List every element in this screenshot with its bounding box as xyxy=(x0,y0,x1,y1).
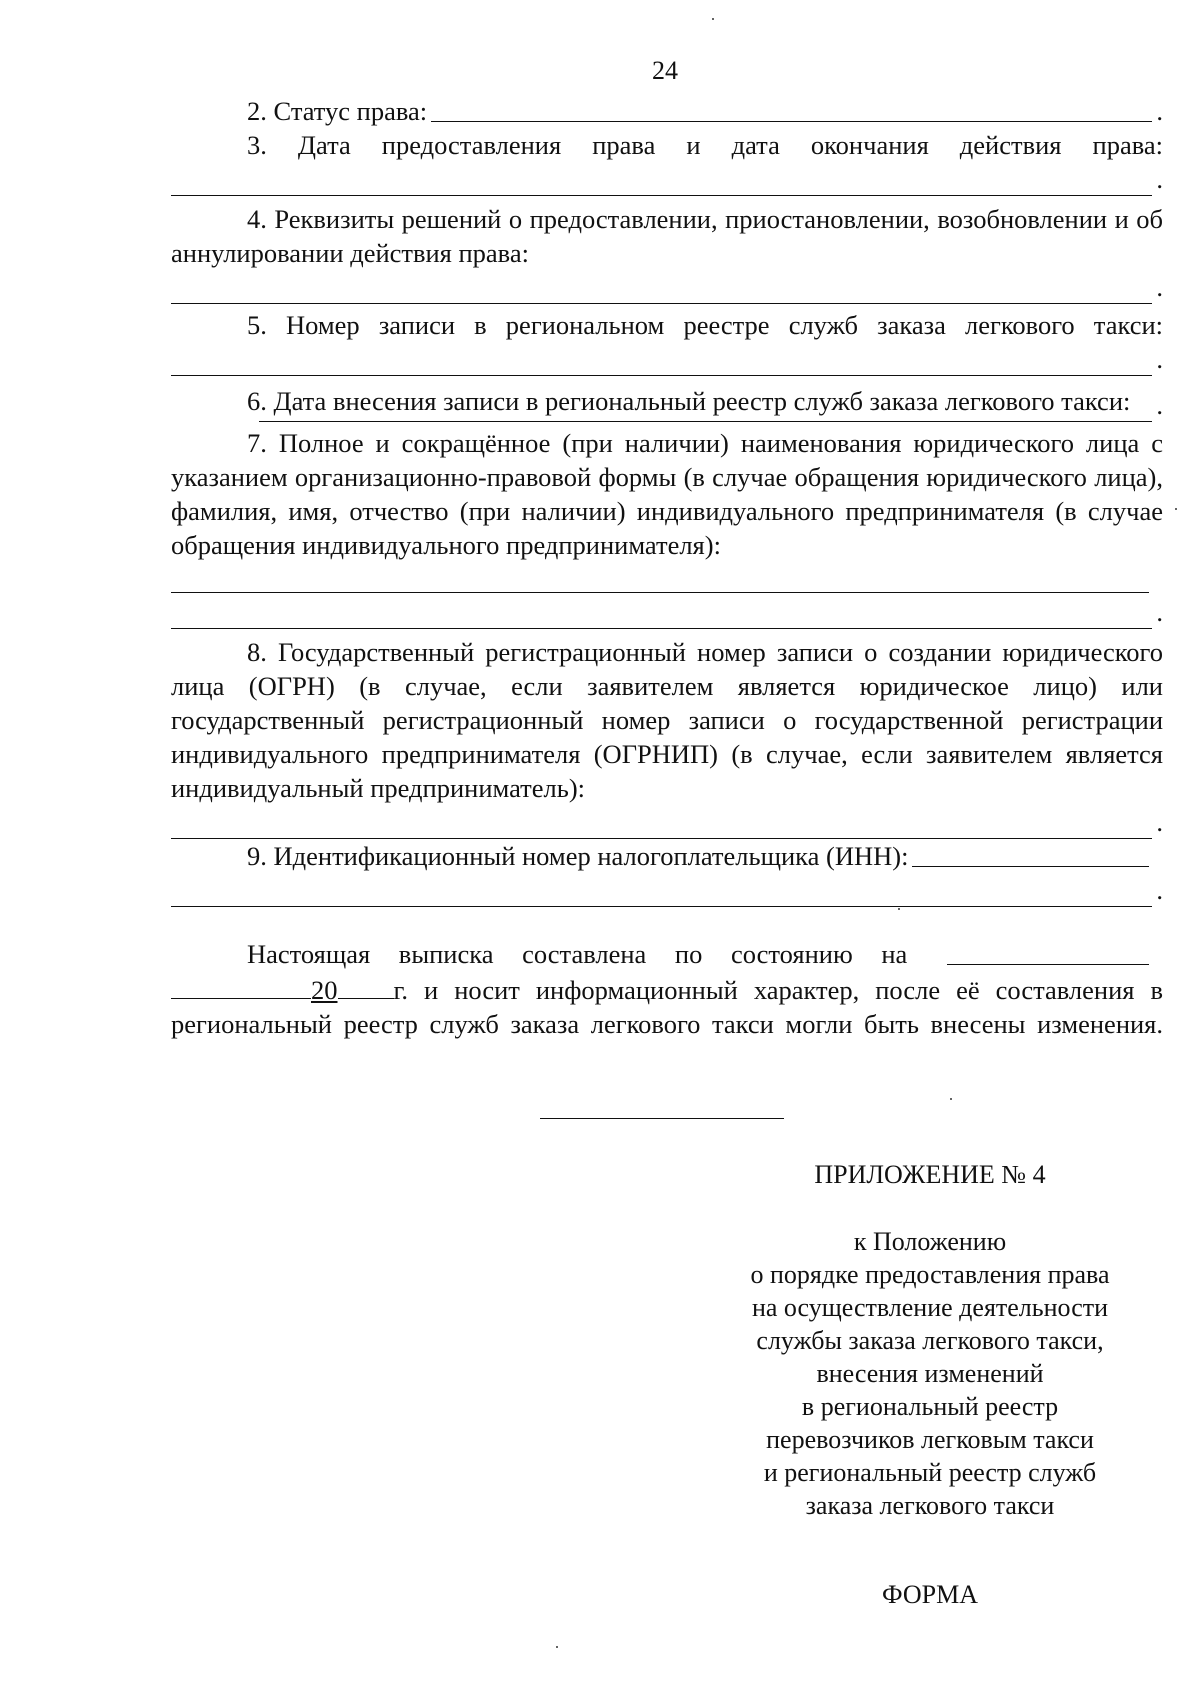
appendix-reference xyxy=(700,1225,1160,1522)
item-9-inline-fill-line[interactable] xyxy=(912,842,1149,867)
scan-speck xyxy=(1175,508,1177,510)
document-body xyxy=(171,94,1163,1041)
statement-date-field[interactable] xyxy=(947,940,1149,965)
scan-speck xyxy=(556,1646,558,1648)
appendix-ref-line: службы заказа легкового такси, xyxy=(756,1326,1104,1355)
appendix-ref-line: в региональный реестр xyxy=(801,1392,1059,1421)
scan-speck xyxy=(712,18,714,20)
statement-year-field[interactable] xyxy=(338,974,394,999)
appendix-ref-line: внесения изменений xyxy=(816,1359,1044,1388)
appendix-title: ПРИЛОЖЕНИЕ № 4 xyxy=(814,1160,1046,1189)
item-9 xyxy=(171,839,1163,873)
item-7-text: 7. Полное и сокращённое (при наличии) наименования юридического лица с указанием организационно-правовой формы (в случае обращения юридического лица), фамилия, имя, отчество (при наличии) индивидуального предпринимателя (в случае обращения индивидуального предпринимателя): xyxy=(171,428,1163,560)
item-7-fill-line-1[interactable] xyxy=(171,564,1163,593)
item-8-text: 8. Государственный регистрационный номер записи о создании юридического лица (ОГРН) (в случае, если заявителем является юридическое лицо) или государственный регистрационный номер записи о государственной регистрации индивидуального предпринимателя (ОГРНИП) (в случае, если заявителем является индивидуальный предприниматель): xyxy=(171,637,1163,803)
statement-line-1 xyxy=(171,937,1163,971)
item-2: 2. Статус права: . xyxy=(247,96,1163,126)
item-2-label: 2. Статус права: xyxy=(247,96,428,126)
scan-speck xyxy=(898,908,900,910)
statement-text-2: г. и носит информационный характер, после её составления в региональный реестр служб заказа легкового такси могли быть внесены изменения. xyxy=(171,975,1163,1039)
statement-day-month-field[interactable] xyxy=(171,974,311,999)
item-3-text: 3. Дата предоставления права и дата окончания действия права: xyxy=(247,130,1163,160)
item-5-text: 5. Номер записи в региональном реестре служб заказа легкового такси: xyxy=(247,310,1163,340)
appendix-ref-line: перевозчиков легковым такси xyxy=(766,1425,1094,1454)
appendix-ref-line: и региональный реестр служб xyxy=(763,1458,1097,1487)
appendix-ref-line: о порядке предоставления права xyxy=(750,1260,1110,1289)
item-5-fill-line[interactable]: . xyxy=(171,342,1163,376)
page-number: 24 xyxy=(652,56,678,85)
item-3-fill-line[interactable]: . xyxy=(171,162,1163,196)
statement-text-1: Настоящая выписка составлена по состоянию на xyxy=(247,939,908,969)
scan-speck xyxy=(950,1098,952,1100)
statement-year-prefix: 20 xyxy=(311,975,338,1005)
item-9-fill-line[interactable]: . xyxy=(171,873,1163,907)
item-2-fill-line[interactable] xyxy=(431,97,1152,122)
appendix-ref-line: на осуществление деятельности xyxy=(751,1293,1109,1322)
item-7-fill-line-2[interactable]: . xyxy=(171,595,1163,629)
section-separator xyxy=(540,1118,784,1119)
item-9-label: 9. Идентификационный номер налогоплательщика (ИНН): xyxy=(247,841,909,871)
appendix-ref-line: заказа легкового такси xyxy=(805,1491,1055,1520)
form-label: ФОРМА xyxy=(882,1580,978,1609)
appendix-ref-line: к Положению xyxy=(853,1227,1007,1256)
item-4-fill-line[interactable]: . xyxy=(171,270,1163,304)
item-4-text: 4. Реквизиты решений о предоставлении, приостановлении, возобновлении и об аннулировании действия права: xyxy=(171,204,1163,268)
item-6-fill-line[interactable]: . xyxy=(259,388,1163,422)
statement-line-2 xyxy=(171,973,1163,1041)
item-8-fill-line[interactable]: . xyxy=(171,805,1163,839)
item-6-text: 6. Дата внесения записи в региональный реестр служб заказа легкового такси: xyxy=(247,386,1131,416)
